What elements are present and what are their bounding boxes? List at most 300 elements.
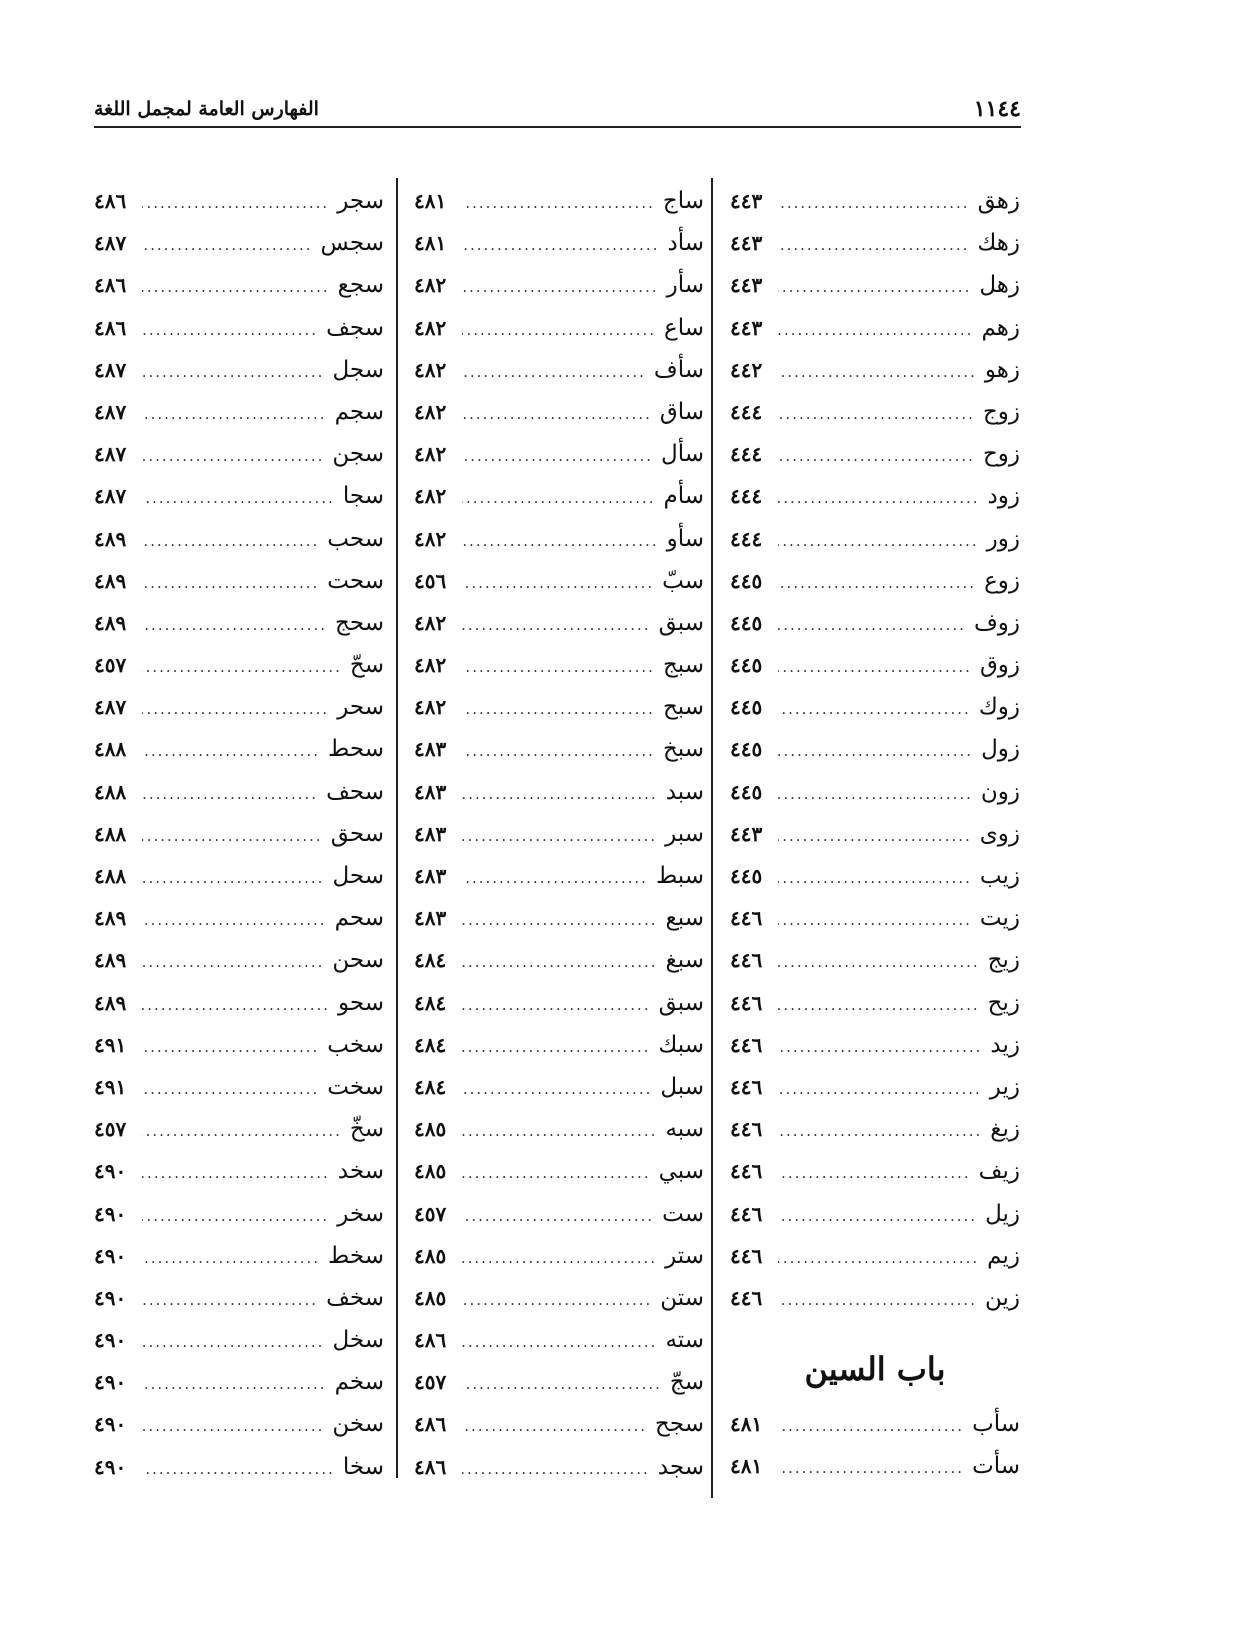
entry-page-number: ٤٤٦ bbox=[730, 906, 763, 931]
index-entry bbox=[414, 222, 704, 264]
dot-leader bbox=[142, 730, 320, 772]
entry-page-number: ٤٤٥ bbox=[730, 864, 763, 888]
dot-leader bbox=[142, 1279, 318, 1321]
entry-page-number: ٤٨٨ bbox=[94, 821, 127, 846]
entry-page-number: ٤٨٢ bbox=[414, 315, 447, 340]
entry-word: سبر bbox=[665, 820, 704, 847]
dot-leader bbox=[778, 1026, 982, 1068]
dot-leader bbox=[462, 224, 659, 266]
index-entry bbox=[414, 644, 704, 686]
dot-leader bbox=[142, 351, 324, 393]
dot-leader bbox=[778, 1152, 971, 1194]
entry-word: سجا bbox=[342, 483, 384, 510]
entry-word: سخن bbox=[332, 1411, 384, 1438]
dot-leader bbox=[778, 562, 976, 604]
entry-word: زيب bbox=[979, 863, 1020, 889]
dot-leader bbox=[142, 899, 327, 941]
entry-word: سبد bbox=[665, 778, 704, 805]
dot-leader bbox=[142, 562, 319, 604]
entry-page-number: ٤٥٦ bbox=[414, 568, 447, 593]
entry-word: سخل bbox=[332, 1327, 384, 1354]
entry-word: سحج bbox=[335, 609, 384, 636]
entry-word: ست bbox=[662, 1200, 704, 1227]
dot-leader bbox=[462, 1195, 654, 1237]
entry-word: سحم bbox=[334, 905, 384, 932]
entry-word: سحب bbox=[327, 525, 384, 552]
entry-page-number: ٤٤٥ bbox=[730, 779, 763, 804]
index-entry bbox=[94, 307, 384, 349]
entry-word: سخّ bbox=[349, 1116, 384, 1143]
dot-leader bbox=[778, 899, 972, 941]
entry-word: زهق bbox=[977, 188, 1020, 214]
entry-page-number: ٤٨٧ bbox=[94, 442, 127, 467]
dot-leader bbox=[462, 351, 646, 393]
entry-page-number: ٤٨٣ bbox=[414, 864, 447, 888]
entry-word: زور bbox=[986, 525, 1020, 552]
entry-page-number: ٤٨٣ bbox=[414, 779, 447, 804]
entry-word: ستر bbox=[665, 1242, 704, 1269]
entry-word: سخا bbox=[342, 1453, 384, 1480]
entry-page-number: ٤٨٢ bbox=[414, 526, 447, 551]
dot-leader bbox=[142, 309, 318, 351]
entry-page-number: ٤٨٩ bbox=[94, 948, 127, 973]
entry-page-number: ٤٨٩ bbox=[94, 526, 127, 551]
entry-word: ستن bbox=[660, 1284, 704, 1311]
entry-page-number: ٤٤٣ bbox=[730, 231, 763, 256]
entry-word: زيج bbox=[987, 947, 1020, 974]
entry-word: سبح bbox=[662, 694, 704, 721]
index-entry bbox=[94, 1277, 384, 1319]
dot-leader bbox=[142, 646, 342, 688]
dot-leader bbox=[778, 1195, 977, 1237]
index-entry bbox=[94, 1150, 384, 1192]
dot-leader bbox=[142, 224, 313, 266]
entry-word: زون bbox=[980, 778, 1020, 805]
dot-leader bbox=[142, 477, 335, 519]
entry-word: سأب bbox=[972, 1411, 1020, 1438]
dot-leader bbox=[778, 857, 972, 899]
index-entry bbox=[414, 1361, 704, 1403]
dot-leader bbox=[462, 477, 655, 519]
entry-page-number: ٤٤٢ bbox=[730, 357, 763, 382]
dot-leader bbox=[142, 1110, 342, 1152]
entry-word: سأت bbox=[972, 1453, 1020, 1480]
entry-word: سأر bbox=[666, 272, 704, 299]
index-entry bbox=[414, 728, 704, 770]
index-entry bbox=[414, 475, 704, 517]
dot-leader bbox=[778, 393, 975, 435]
dot-leader bbox=[462, 1237, 657, 1279]
entry-word: سأم bbox=[663, 483, 704, 510]
index-entry bbox=[414, 1277, 704, 1319]
index-entry bbox=[730, 813, 1020, 855]
dot-leader bbox=[462, 688, 655, 730]
dot-leader bbox=[462, 1448, 650, 1490]
dot-leader bbox=[778, 688, 971, 730]
entry-word: سحط bbox=[328, 736, 384, 763]
entry-page-number: ٤٩٠ bbox=[94, 1285, 127, 1310]
index-entry bbox=[730, 475, 1020, 517]
entry-word: سخط bbox=[328, 1242, 384, 1269]
entry-page-number: ٤٤٦ bbox=[730, 1285, 763, 1310]
page-header bbox=[94, 96, 1021, 128]
index-entry bbox=[730, 518, 1020, 560]
entry-word: زوك bbox=[978, 694, 1020, 721]
entry-page-number: ٤٨٢ bbox=[414, 399, 447, 424]
entry-page-number: ٤٨١ bbox=[730, 1412, 763, 1437]
entry-page-number: ٤٨٢ bbox=[414, 357, 447, 382]
index-entry bbox=[94, 728, 384, 770]
entry-page-number: ٤٩٠ bbox=[94, 1328, 127, 1353]
entry-page-number: ٤٨٢ bbox=[414, 273, 447, 298]
entry-word: سأل bbox=[661, 441, 704, 468]
dot-leader bbox=[462, 646, 655, 688]
index-entry bbox=[730, 1150, 1020, 1192]
index-entry bbox=[94, 855, 384, 897]
index-entry bbox=[94, 1024, 384, 1066]
dot-leader bbox=[142, 773, 318, 815]
entry-page-number: ٤٨٦ bbox=[94, 273, 127, 298]
dot-leader bbox=[778, 1405, 964, 1447]
index-entry bbox=[94, 349, 384, 391]
entry-page-number: ٤٤٤ bbox=[730, 399, 763, 424]
running-title: الفهارس العامة لمجمل اللغة bbox=[94, 98, 319, 120]
entry-word: زود bbox=[987, 483, 1020, 510]
index-entry bbox=[94, 1066, 384, 1108]
dot-leader bbox=[142, 266, 330, 308]
index-entry bbox=[94, 939, 384, 981]
dot-leader bbox=[142, 604, 327, 646]
entry-word: ساق bbox=[659, 398, 704, 425]
index-entry bbox=[94, 1319, 384, 1361]
entry-page-number: ٤٤٦ bbox=[730, 948, 763, 973]
entry-word: سخد bbox=[337, 1158, 384, 1185]
dot-leader bbox=[142, 1026, 319, 1068]
entry-page-number: ٤٤٣ bbox=[730, 189, 763, 213]
dot-leader bbox=[462, 1068, 652, 1110]
entry-word: سبك bbox=[658, 1031, 704, 1058]
entry-word: سجد bbox=[657, 1453, 704, 1480]
entry-word: سحو bbox=[338, 989, 384, 1016]
entry-word: سأد bbox=[667, 230, 704, 257]
entry-page-number: ٤٨٩ bbox=[94, 568, 127, 593]
entry-word: زوف bbox=[973, 609, 1020, 636]
dot-leader bbox=[778, 646, 972, 688]
index-entry bbox=[730, 1024, 1020, 1066]
dot-leader bbox=[142, 941, 324, 983]
index-entry bbox=[94, 560, 384, 602]
index-entry bbox=[730, 982, 1020, 1024]
index-entry bbox=[414, 1446, 704, 1488]
dot-leader bbox=[142, 435, 324, 477]
index-entry bbox=[414, 1235, 704, 1277]
dot-leader bbox=[142, 182, 329, 224]
entry-word: سجر bbox=[337, 188, 384, 214]
index-entry bbox=[730, 1193, 1020, 1235]
index-entry bbox=[94, 222, 384, 264]
dot-leader bbox=[778, 984, 980, 1026]
entry-page-number: ٤٤٦ bbox=[730, 1243, 763, 1268]
entry-page-number: ٤٤٤ bbox=[730, 484, 763, 509]
entry-word: سحف bbox=[326, 778, 384, 805]
entry-word: سأف bbox=[653, 356, 704, 383]
entry-page-number: ٤٤٦ bbox=[730, 990, 763, 1015]
entry-page-number: ٤٥٧ bbox=[94, 653, 127, 678]
entry-page-number: ٤٨١ bbox=[414, 231, 447, 256]
entry-word: سبل bbox=[660, 1073, 704, 1100]
entry-page-number: ٤٤٣ bbox=[730, 821, 763, 846]
entry-word: سخف bbox=[326, 1284, 384, 1311]
index-entry bbox=[414, 939, 704, 981]
dot-leader bbox=[462, 773, 658, 815]
dot-leader bbox=[142, 1448, 335, 1490]
dot-leader bbox=[142, 1068, 319, 1110]
index-entry bbox=[730, 307, 1020, 349]
index-entry bbox=[414, 349, 704, 391]
dot-leader bbox=[462, 309, 656, 351]
index-entry bbox=[730, 1235, 1020, 1277]
entry-word: سحل bbox=[332, 863, 384, 889]
entry-page-number: ٤٤٤ bbox=[730, 442, 763, 467]
entry-page-number: ٤٨٩ bbox=[94, 610, 127, 635]
entry-page-number: ٤٤٦ bbox=[730, 1032, 763, 1057]
entry-word: زيل bbox=[985, 1200, 1020, 1227]
dot-leader bbox=[778, 1279, 977, 1321]
entry-word: سبغ bbox=[665, 947, 704, 974]
dot-leader bbox=[462, 1363, 662, 1405]
dot-leader bbox=[778, 477, 980, 519]
entry-page-number: ٤٥٧ bbox=[414, 1370, 447, 1395]
dot-leader bbox=[142, 1195, 329, 1237]
entry-page-number: ٤٨٦ bbox=[94, 189, 127, 213]
dot-leader bbox=[462, 1321, 657, 1363]
index-entry bbox=[94, 1108, 384, 1150]
column-divider-left bbox=[396, 178, 398, 1478]
index-entry bbox=[94, 644, 384, 686]
entry-word: زوج bbox=[982, 398, 1020, 425]
entry-word: سبق bbox=[658, 609, 704, 636]
entry-word: سجح bbox=[655, 1411, 704, 1438]
dot-leader bbox=[142, 688, 329, 730]
dot-leader bbox=[778, 604, 966, 646]
index-entry bbox=[730, 1108, 1020, 1150]
entry-page-number: ٤٨٥ bbox=[414, 1243, 447, 1268]
entry-word: سحق bbox=[330, 820, 384, 847]
index-entry bbox=[94, 982, 384, 1024]
index-entry bbox=[730, 1403, 1020, 1445]
entry-word: سبج bbox=[662, 652, 704, 679]
entry-page-number: ٤٩٠ bbox=[94, 1370, 127, 1395]
dot-leader bbox=[462, 1110, 657, 1152]
index-entry bbox=[730, 602, 1020, 644]
entry-word: سبخ bbox=[662, 736, 704, 763]
index-entry bbox=[414, 1150, 704, 1192]
entry-page-number: ٤٨٤ bbox=[414, 948, 447, 973]
entry-page-number: ٤٨٦ bbox=[414, 1454, 447, 1479]
entry-word: سخر bbox=[337, 1200, 384, 1227]
entry-page-number: ٤٨٧ bbox=[94, 231, 127, 256]
entry-word: سبه bbox=[665, 1116, 704, 1143]
entry-word: زين bbox=[984, 1284, 1020, 1311]
index-entry bbox=[414, 771, 704, 813]
dot-leader bbox=[778, 435, 975, 477]
entry-page-number: ٤٤٥ bbox=[730, 737, 763, 762]
index-entry bbox=[730, 391, 1020, 433]
dot-leader bbox=[778, 815, 972, 857]
entry-word: سبع bbox=[665, 905, 704, 932]
entry-page-number: ٤٨٥ bbox=[414, 1117, 447, 1142]
entry-word: زوح bbox=[982, 441, 1020, 468]
entry-page-number: ٤٥٧ bbox=[414, 1201, 447, 1226]
entry-page-number: ٤٨٣ bbox=[414, 906, 447, 931]
index-entry bbox=[414, 180, 704, 222]
dot-leader bbox=[778, 730, 973, 772]
entry-word: زهو bbox=[984, 356, 1020, 383]
index-entry bbox=[414, 391, 704, 433]
index-entry bbox=[730, 264, 1020, 306]
dot-leader bbox=[778, 1237, 979, 1279]
entry-word: سبق bbox=[658, 989, 704, 1016]
index-entry bbox=[94, 391, 384, 433]
dot-leader bbox=[142, 520, 319, 562]
dot-leader bbox=[142, 1363, 327, 1405]
index-entry bbox=[730, 433, 1020, 475]
dot-leader bbox=[778, 773, 973, 815]
entry-page-number: ٤٨٨ bbox=[94, 779, 127, 804]
index-entry bbox=[414, 518, 704, 560]
index-entry bbox=[730, 855, 1020, 897]
entry-page-number: ٤٨٩ bbox=[94, 906, 127, 931]
entry-word: سجم bbox=[334, 398, 384, 425]
entry-word: زوق bbox=[979, 652, 1020, 679]
index-entry bbox=[414, 264, 704, 306]
dot-leader bbox=[778, 1447, 964, 1489]
entry-word: سجل bbox=[332, 356, 384, 383]
entry-word: سحن bbox=[332, 947, 384, 974]
entry-page-number: ٤٩٠ bbox=[94, 1412, 127, 1437]
index-entry bbox=[730, 686, 1020, 728]
entry-word: سحر bbox=[337, 694, 384, 721]
dot-leader bbox=[778, 266, 971, 308]
index-entry bbox=[730, 222, 1020, 264]
entry-word: سجس bbox=[320, 230, 384, 257]
entry-word: زيح bbox=[987, 989, 1020, 1016]
index-entry bbox=[730, 180, 1020, 222]
entry-page-number: ٤٤٦ bbox=[730, 1159, 763, 1184]
entry-word: سأو bbox=[666, 525, 704, 552]
entry-word: زيد bbox=[990, 1031, 1020, 1058]
dot-leader bbox=[778, 1068, 982, 1110]
dot-leader bbox=[462, 520, 659, 562]
entry-word: زير bbox=[989, 1073, 1020, 1100]
dot-leader bbox=[462, 266, 659, 308]
section-heading: باب السين bbox=[804, 1350, 946, 1389]
index-entry bbox=[94, 433, 384, 475]
index-entry bbox=[730, 771, 1020, 813]
entry-word: سخب bbox=[327, 1031, 384, 1058]
dot-leader bbox=[778, 224, 969, 266]
entry-word: سحت bbox=[327, 567, 384, 594]
entry-page-number: ٤٤٦ bbox=[730, 1117, 763, 1142]
entry-word: سبي bbox=[658, 1158, 704, 1185]
entry-word: سجّ bbox=[669, 1369, 704, 1396]
entry-word: سخت bbox=[327, 1073, 384, 1100]
page-number: ١١٤٤ bbox=[973, 96, 1021, 122]
dot-leader bbox=[462, 941, 658, 983]
entry-page-number: ٤٤٥ bbox=[730, 653, 763, 678]
entry-page-number: ٤٩١ bbox=[94, 1032, 127, 1057]
dot-leader bbox=[462, 1152, 651, 1194]
dot-leader bbox=[778, 1110, 982, 1152]
entry-page-number: ٤٨٧ bbox=[94, 484, 127, 509]
dot-leader bbox=[142, 1405, 324, 1447]
entry-page-number: ٤٩٠ bbox=[94, 1201, 127, 1226]
dot-leader bbox=[462, 435, 653, 477]
entry-word: ساع bbox=[663, 314, 704, 341]
dot-leader bbox=[462, 1405, 647, 1447]
entry-word: زيغ bbox=[990, 1116, 1020, 1143]
index-entry bbox=[414, 686, 704, 728]
index-entry bbox=[414, 307, 704, 349]
index-entry bbox=[730, 1066, 1020, 1108]
dot-leader bbox=[142, 984, 330, 1026]
index-entry bbox=[94, 686, 384, 728]
entry-word: سخم bbox=[334, 1369, 384, 1396]
entry-page-number: ٤٨٢ bbox=[414, 442, 447, 467]
dot-leader bbox=[142, 1321, 324, 1363]
entry-page-number: ٤٩٠ bbox=[94, 1159, 127, 1184]
dot-leader bbox=[142, 1152, 330, 1194]
entry-word: سجع bbox=[337, 272, 384, 299]
entry-page-number: ٤٨٧ bbox=[94, 695, 127, 720]
entry-page-number: ٤٨٣ bbox=[414, 821, 447, 846]
index-entry bbox=[94, 1235, 384, 1277]
entry-page-number: ٤٩٠ bbox=[94, 1243, 127, 1268]
dot-leader bbox=[142, 1237, 320, 1279]
index-entry bbox=[94, 602, 384, 644]
index-entry bbox=[730, 728, 1020, 770]
entry-page-number: ٤٨٢ bbox=[414, 610, 447, 635]
entry-page-number: ٤٤٥ bbox=[730, 568, 763, 593]
entry-word: سجن bbox=[332, 441, 384, 468]
index-entry bbox=[730, 560, 1020, 602]
dot-leader bbox=[778, 941, 980, 983]
dot-leader bbox=[142, 393, 327, 435]
dot-leader bbox=[462, 899, 658, 941]
index-entry bbox=[414, 1024, 704, 1066]
entry-word: زهك bbox=[977, 230, 1020, 257]
dot-leader bbox=[142, 815, 323, 857]
index-entry bbox=[414, 855, 704, 897]
dot-leader bbox=[778, 351, 977, 393]
index-entry bbox=[94, 518, 384, 560]
index-entry bbox=[94, 1361, 384, 1403]
index-column-middle bbox=[414, 180, 704, 1488]
dot-leader bbox=[462, 562, 654, 604]
entry-word: سبط bbox=[655, 863, 704, 889]
entry-page-number: ٤٤٥ bbox=[730, 695, 763, 720]
entry-page-number: ٤٩١ bbox=[94, 1074, 127, 1099]
entry-page-number: ٤٨٦ bbox=[414, 1328, 447, 1353]
index-entry bbox=[414, 982, 704, 1024]
entry-page-number: ٤٨٧ bbox=[94, 399, 127, 424]
entry-page-number: ٤٨٤ bbox=[414, 1074, 447, 1099]
column-divider-right bbox=[711, 178, 713, 1498]
index-entry bbox=[730, 1445, 1020, 1487]
entry-page-number: ٤٨٢ bbox=[414, 653, 447, 678]
entry-page-number: ٤٤٦ bbox=[730, 1201, 763, 1226]
index-entry bbox=[730, 349, 1020, 391]
